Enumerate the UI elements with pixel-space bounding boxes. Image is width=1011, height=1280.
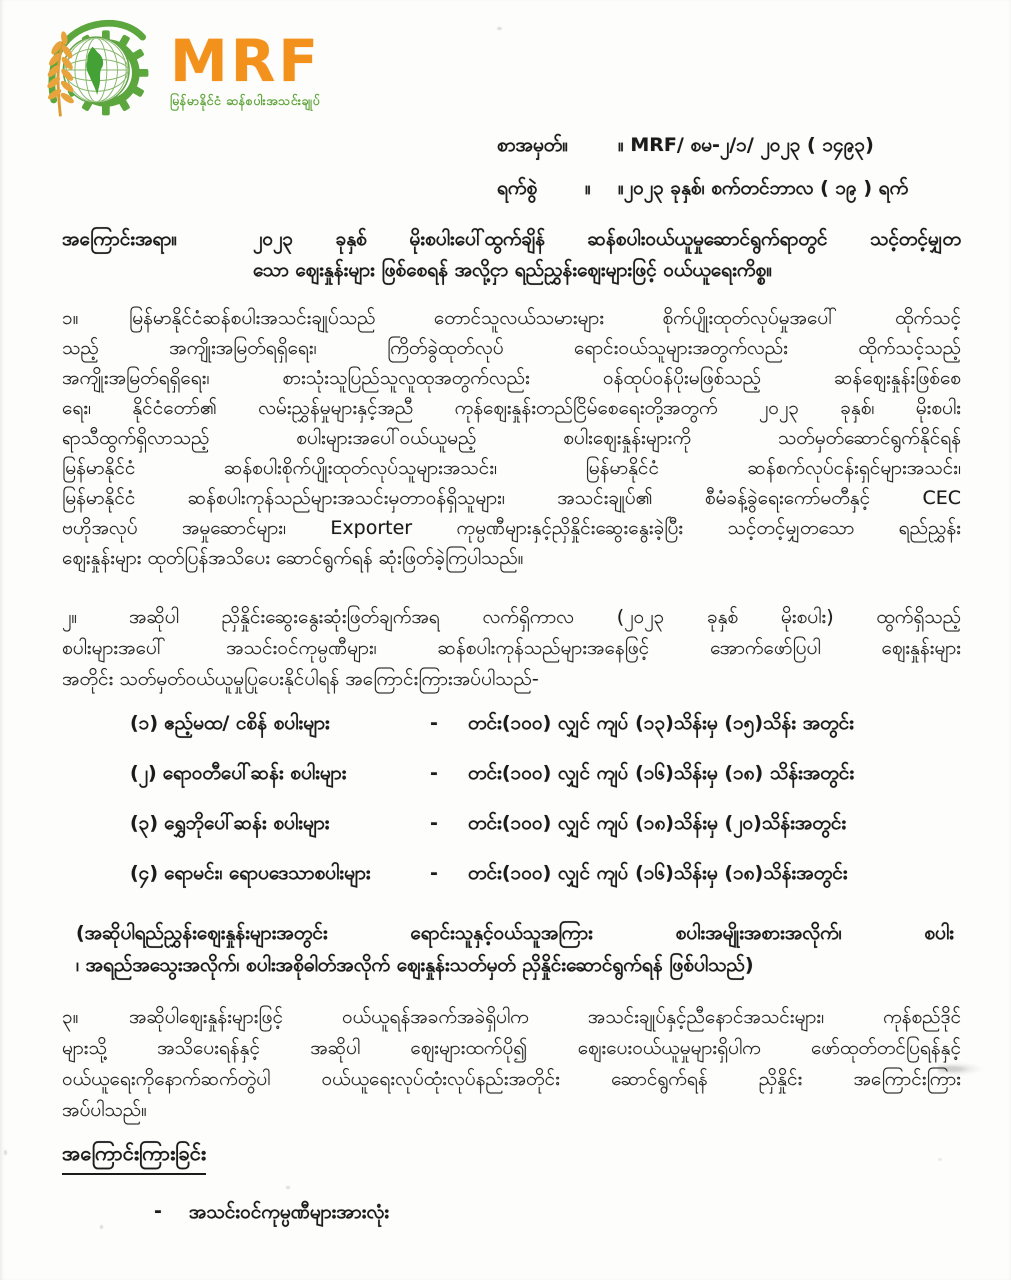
row-number: (၄)	[130, 862, 159, 884]
paragraph-line: စပါးများအပေါ် အသင်းဝင်ကုမ္ပဏီများ၊ ဆန်စပါးကုန်သည်များအနေဖြင့် အောက်ဖော်ပြပါ ဈေးနှုန်းများ	[62, 637, 961, 659]
price-range: တင်း(၁၀၀) လျှင် ကျပ် (၁၆)သိန်းမှ (၁၈)သိန်းအတွင်း	[468, 862, 848, 884]
scan-speck	[938, 1158, 942, 1161]
paragraph-line	[62, 303, 961, 333]
row-number: (၁)	[130, 712, 159, 734]
paragraph-line: ဝယ်ယူရေးကိုနောက်ဆက်တွဲပါ ဝယ်ယူရေးလုပ်ထုံးလုပ်နည်းအတိုင်း ဆောင်ရွက်ရန် ညှိနှိုင်း အကြောင်းကြား	[62, 1068, 961, 1090]
variety-name: ရောဝတီပေါ်ဆန်း စပါးများ	[162, 762, 347, 784]
note-line: ၊ အရည်အသွေးအလိုက်၊ စပါးအစိုဓါတ်အလိုက် ဈေးနှုန်းသတ်မှတ် ညှိနှိုင်းဆောင်ရွက်ရန် ဖြစ်ပါသည်)	[76, 954, 754, 976]
paragraph-line: ရေး၊ နိုင်ငံတော်၏ လမ်းညွှန်မှုများနှင့်အညီ ကုန်ဈေးနှုန်းတည်ငြိမ်စေရေးတို့အတွက် ၂၀၂၃ ခုနှစ်၊ မိုးစပါး	[62, 397, 961, 419]
variety-name: ဧည့်မထ/ ငစိန် စပါးများ	[164, 712, 330, 734]
reference-number-value: ။ MRF/ စမ-၂/၁/ ၂၀၂၃ ( ၁၄၉၃)	[618, 134, 874, 156]
letter-reference-block	[497, 130, 908, 216]
price-list-row	[130, 811, 962, 841]
paragraph-line: များသို့ အသိပေးရန်နှင့် အဆိုပါ ဈေးများထက်ပို၍ ဈေးပေးဝယ်ယူမှုများရှိပါက ဖော်ထုတ်တင်ပြရန်နှင့်	[62, 1037, 961, 1059]
scan-speck	[286, 1186, 290, 1189]
price-range: တင်း(၁၀၀) လျှင် ကျပ် (၁၈)သိန်းမှ (၂၀)သိန်းအတွင်း	[468, 812, 847, 834]
date-value: ။၂၀၂၃ ခုနှစ်၊ စက်တင်ဘာလ ( ၁၉ ) ရက်	[618, 177, 909, 199]
paragraph-line-text: အဆိုပါ ညှိနှိုင်းဆွေးနွေးဆုံးဖြတ်ချက်အရ လက်ရှိကာလ (၂၀၂၃ ခုနှစ် မိုးစပါး) ထွက်ရှိသည့်	[129, 606, 961, 628]
paddy-variety	[130, 861, 430, 889]
paddy-variety	[130, 811, 430, 839]
paragraph-line: အတိုင်း သတ်မှတ်ဝယ်ယူမှုပြုပေးနိုင်ပါရန် အကြောင်းကြားအပ်ပါသည်-	[62, 668, 539, 690]
price-list-row	[130, 711, 962, 741]
date-row	[497, 173, 908, 203]
paragraph-line: မြန်မာနိုင်ငံ ဆန်စပါးကုန်သည်များအသင်းမှတာဝန်ရှိသူများ၊ အသင်းချုပ်၏ စီမံခန့်ခွဲရေးကော်မတီနှင့် CEC	[62, 487, 961, 509]
logo-text-block	[170, 27, 321, 112]
dash-separator: -	[430, 762, 438, 784]
scan-smudge-artifact	[938, 1062, 984, 1076]
paragraph-line: ရာသီထွက်ရှိလာသည့် စပါးများအပေါ်ဝယ်ယူမည့် စပါးဈေးနှုန်းများကို သတ်မှတ်ဆောင်ရွက်နိုင်ရန်	[62, 427, 961, 449]
paragraph-1	[62, 303, 961, 573]
subject-label: အကြောင်းအရာ။	[62, 228, 178, 250]
paragraph-number: ၁။	[62, 307, 79, 329]
subject-line: ၂၀၂၃ ခုနှစ် မိုးစပါးပေါ်ထွက်ချိန် ဆန်စပါးဝယ်ယူမှုဆောင်ရွက်ရာတွင် သင့်တင့်မျှတ	[253, 228, 961, 250]
mrf-logo	[44, 16, 321, 124]
logo-subtext: မြန်မာနိုင်ငံ ဆန်စပါးအသင်းချုပ်	[170, 93, 321, 108]
reference-price-list	[130, 711, 962, 911]
globe-icon	[63, 37, 129, 103]
paragraph-3	[62, 1002, 961, 1126]
negotiation-note	[76, 917, 954, 981]
reference-number-label: စာအမှတ်။	[497, 134, 569, 156]
reference-number-row	[497, 130, 908, 160]
bullet-dash: -	[154, 1200, 162, 1222]
subject-block	[62, 224, 961, 286]
paragraph-line-text: မြန်မာနိုင်ငံဆန်စပါးအသင်းချုပ်သည် တောင်သူလယ်သမားများ စိုက်ပျိုးထုတ်လုပ်မှုအပေါ် ထိုက်သင့်	[129, 307, 961, 329]
paragraph-line	[62, 602, 961, 633]
dash-separator: -	[430, 712, 438, 734]
date-label: ရက်စွဲ	[497, 177, 538, 199]
paragraph-line: ဈေးနှုန်းများ ထုတ်ပြန်အသိပေး ဆောင်ရွက်ရန် ဆုံးဖြတ်ခဲ့ကြပါသည်။	[62, 547, 524, 569]
date-punctuation: ။	[585, 177, 591, 199]
price-range: တင်း(၁၀၀) လျှင် ကျပ် (၁၆)သိန်းမှ (၁၈) သိန်းအတွင်း	[468, 762, 855, 784]
scan-speck	[4, 1150, 7, 1155]
paragraph-line: ဗဟိုအလုပ် အမှုဆောင်များ၊ Exporter ကုမ္ပဏီများနှင့်ညှိနှိုင်းဆွေးနွေးခဲ့ပြီး သင့်တင့်မျှတသော ရည်ညွှန်း	[62, 517, 961, 539]
logo-acronym: MRF	[170, 27, 321, 95]
notified-to-item	[154, 1200, 389, 1228]
price-list-row	[130, 861, 962, 891]
paragraph-number: ၂။	[62, 606, 78, 628]
dash-separator: -	[430, 862, 438, 884]
wheat-globe-gear-emblem-icon	[44, 16, 160, 124]
scan-speck	[100, 1225, 103, 1229]
bullet-text: အသင်းဝင်ကုမ္ပဏီများအားလုံး	[188, 1201, 390, 1223]
paragraph-line: သည့် အကျိုးအမြတ်ရရှိရေး၊ ကြိတ်ခွဲထုတ်လုပ် ရောင်းဝယ်သူများအတွက်လည်း ထိုက်သင့်သည့်	[62, 337, 961, 359]
price-range: တင်း(၁၀၀) လျှင် ကျပ် (၁၃)သိန်းမှ (၁၅)သိန်း အတွင်း	[468, 712, 855, 734]
price-list-row	[130, 761, 962, 791]
paddy-variety	[130, 761, 430, 789]
paragraph-line-text: အဆိုပါဈေးနှုန်းများဖြင့် ဝယ်ယူရန်အခက်အခဲရှိပါက အသင်းချုပ်နှင့်ညီနောင်အသင်းများ၊ ကုန်စည်ဒိုင်	[129, 1006, 961, 1028]
dash-separator: -	[430, 812, 438, 834]
paragraph-line: အကျိုးအမြတ်ရရှိရေး၊ စားသုံးသူပြည်သူလူထုအတွက်လည်း ဝန်ထုပ်ဝန်ပိုးမဖြစ်သည့် ဆန်ဈေးနှုန်းဖြစ်စေ	[62, 367, 961, 389]
variety-name: ရောမင်း၊ ရောပဒေသာစပါးများ	[164, 862, 371, 884]
paragraph-number: ၃။	[62, 1006, 79, 1028]
paragraph-2	[62, 602, 961, 695]
paragraph-line: မြန်မာနိုင်ငံ ဆန်စပါးစိုက်ပျိုးထုတ်လုပ်သူများအသင်း၊ မြန်မာနိုင်ငံ ဆန်စက်လုပ်ငန်းရှင်များအသင်း၊	[62, 457, 961, 479]
notified-to-heading: အကြောင်းကြားခြင်း	[62, 1140, 206, 1175]
paddy-variety	[130, 711, 430, 739]
row-number: (၃)	[130, 812, 159, 834]
paragraph-line	[62, 1002, 961, 1033]
scan-speck	[497, 27, 502, 30]
paragraph-line: အပ်ပါသည်။	[62, 1099, 147, 1121]
variety-name: ရွှေဘိုပေါ်ဆန်း စပါးများ	[164, 812, 330, 834]
subject-text	[253, 224, 961, 286]
subject-line: သော ဈေးနှုန်းများ ဖြစ်စေရန် အလို့ငှာ ရည်ညွှန်းဈေးများဖြင့် ဝယ်ယူရေးကိစ္စ။	[253, 259, 772, 281]
note-line: (အဆိုပါရည်ညွှန်းဈေးနှုန်းများအတွင်း ရောင်းသူနှင့်ဝယ်သူအကြား စပါးအမျိုးအစားအလိုက်၊ စပါး	[76, 922, 954, 944]
row-number: (၂)	[130, 762, 157, 784]
